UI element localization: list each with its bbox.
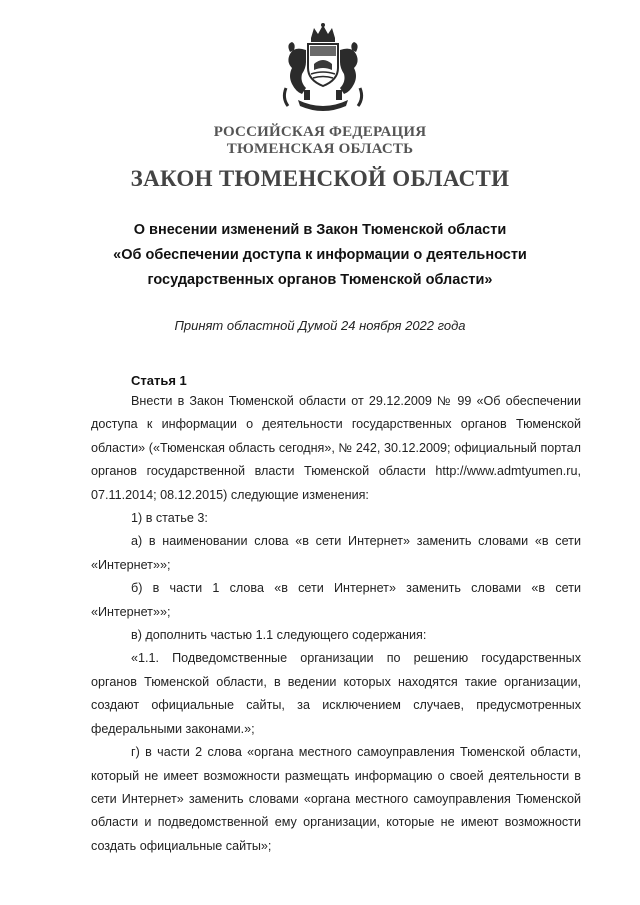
tyumen-coat-of-arms-icon <box>280 22 366 114</box>
subject-line-1: О внесении изменений в Закон Тюменской области <box>133 222 507 238</box>
paragraph-item-b: б) в части 1 слова «в сети Интернет» заменить словами «в сети «Интернет»»; <box>91 581 581 619</box>
paragraph-item-v: в) дополнить частью 1.1 следующего содержания: <box>131 628 427 643</box>
law-title: ЗАКОН ТЮМЕНСКОЙ ОБЛАСТИ <box>130 166 510 191</box>
paragraph-item-a: а) в наименовании слова «в сети Интернет» заменить словами «в сети «Интернет»»; <box>91 534 581 572</box>
subject-line-2: «Об обеспечении доступа к информации о деятельности <box>113 247 527 263</box>
article-body <box>91 390 581 858</box>
paragraph-item-g: г) в части 2 слова «органа местного самоуправления Тюменской области, который не имеет возможности размещать информацию о своей деятельности в сети Интернет» заменить словами «органа местного самоуправления Тюменской области и подведомственной ему организации, которые не имеют возможности создать официальные сайты»; <box>91 745 581 853</box>
law-subject <box>70 218 570 293</box>
adoption-date: Принят областной Думой 24 ноября 2022 года <box>174 318 466 333</box>
paragraph-part-1-1: «1.1. Подведомственные организации по решению государственных органов Тюменской области, в ведении которых находятся такие организации, создают официальные сайты, за исключением случаев, предусмотренных федеральными законами.»; <box>91 651 581 736</box>
subject-line-3: государственных органов Тюменской области» <box>147 272 493 288</box>
paragraph-intro: Внести в Закон Тюменской области от 29.12.2009 № 99 «Об обеспечении доступа к информации о деятельности государственных органов Тюменской области» («Тюменская область сегодня», № 242, 30.12.2009; официальный портал органов государственной власти Тюменской области http://www.admtyumen.ru, 07.11.2014; 08.12.2015) следующие изменения: <box>91 394 581 502</box>
paragraph-item-1: 1) в статье 3: <box>131 511 208 526</box>
header-region: ТЮМЕНСКАЯ ОБЛАСТЬ <box>226 141 414 157</box>
article-heading: Статья 1 <box>131 373 187 388</box>
header-country: РОССИЙСКАЯ ФЕДЕРАЦИЯ <box>213 124 427 140</box>
